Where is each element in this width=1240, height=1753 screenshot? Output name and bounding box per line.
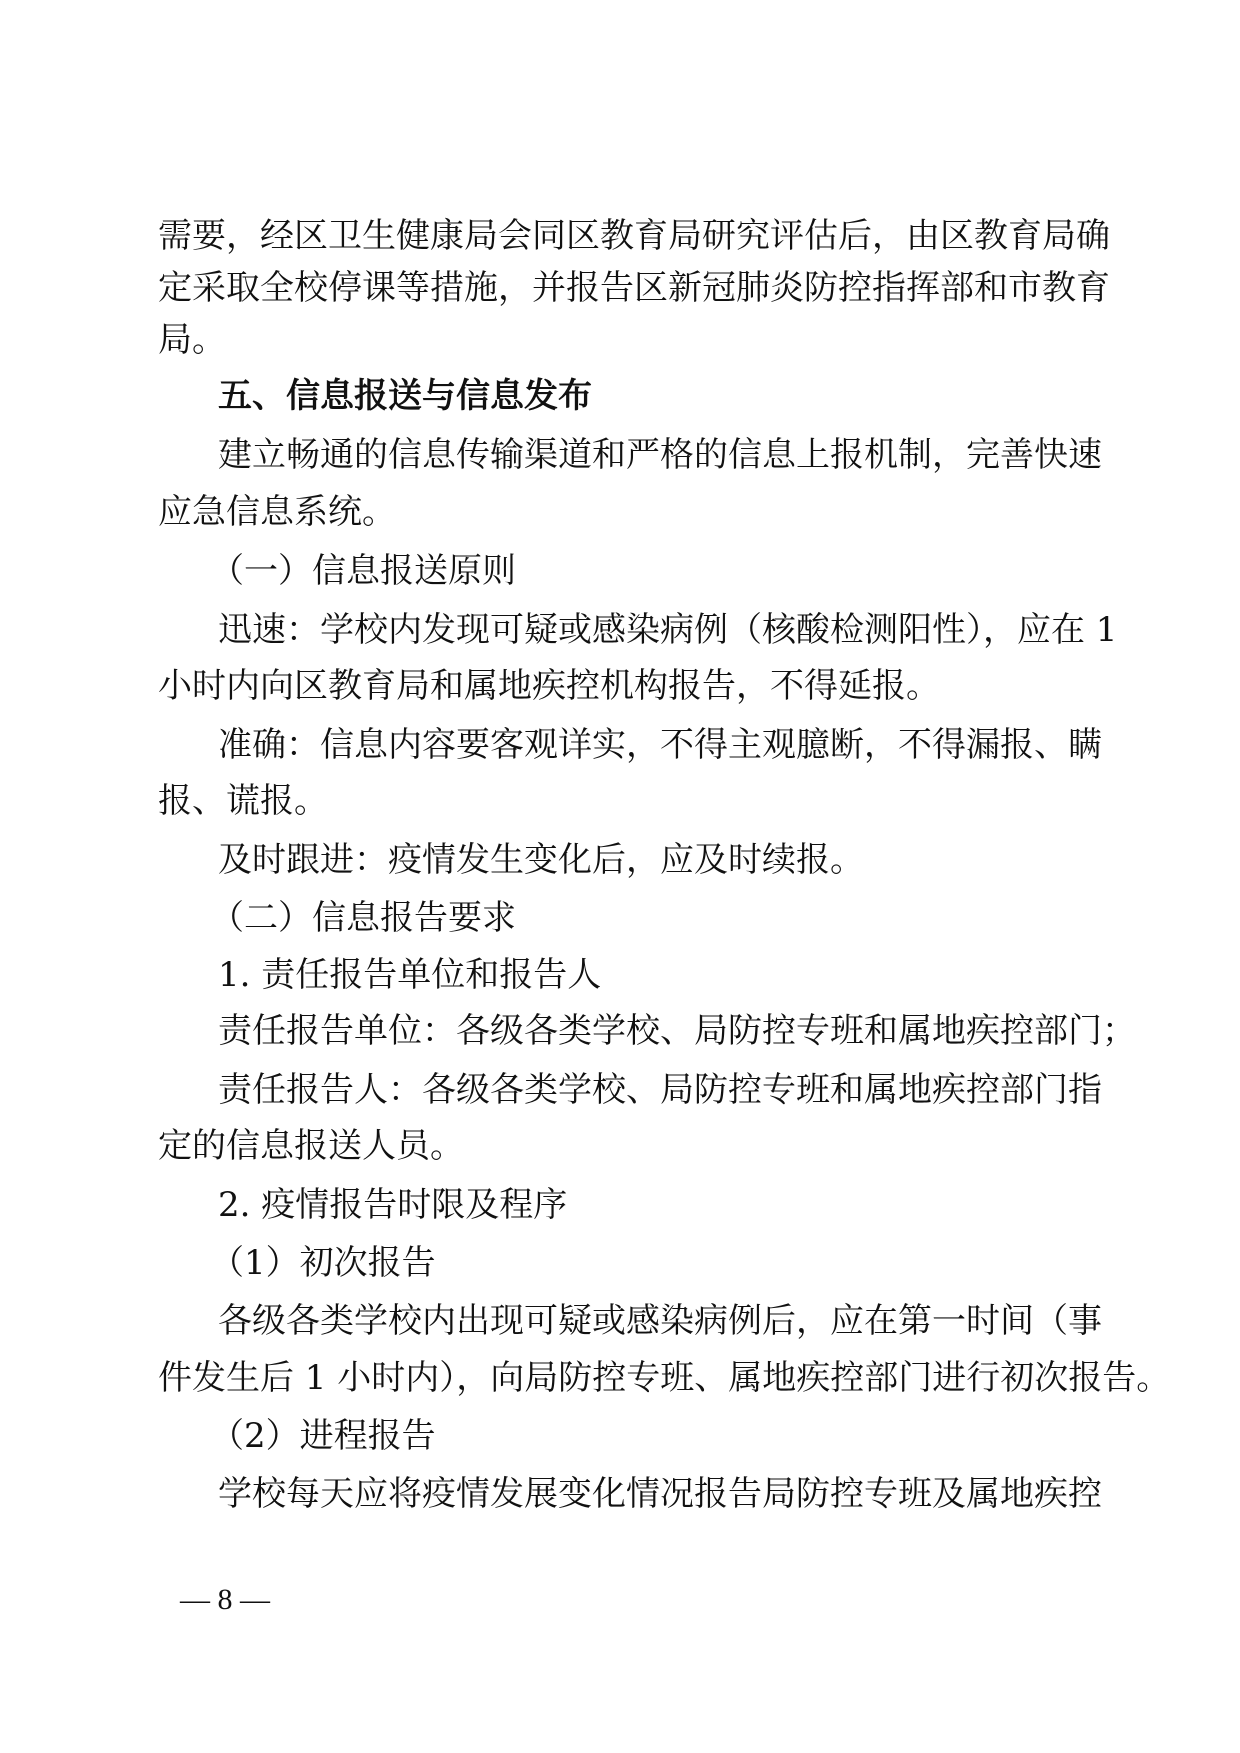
paragraph-line: 件发生后 1 小时内），向局防控专班、属地疾控部门进行初次报告。 <box>158 1358 1171 1398</box>
sub-item-1: （1）初次报告 <box>210 1243 436 1283</box>
paragraph-line: 定采取全校停课等措施，并报告区新冠肺炎防控指挥部和市教育 <box>158 268 1110 308</box>
paragraph-line: 责任报告单位：各级各类学校、局防控专班和属地疾控部门； <box>218 1011 1136 1051</box>
page-number: — 8 — <box>180 1583 270 1616</box>
subsection-heading-1: （一）信息报送原则 <box>210 551 516 591</box>
numbered-item-2: 2. 疫情报告时限及程序 <box>218 1185 568 1225</box>
paragraph-line: 及时跟进：疫情发生变化后，应及时续报。 <box>218 840 864 880</box>
paragraph-line: 需要，经区卫生健康局会同区教育局研究评估后，由区教育局确 <box>158 216 1110 256</box>
paragraph-line: 报、谎报。 <box>158 781 328 821</box>
paragraph-line: 局。 <box>158 320 226 360</box>
paragraph-line: 建立畅通的信息传输渠道和严格的信息上报机制，完善快速 <box>218 435 1102 475</box>
paragraph-line: 定的信息报送人员。 <box>158 1126 464 1166</box>
paragraph-line: 各级各类学校内出现可疑或感染病例后，应在第一时间（事 <box>218 1301 1102 1341</box>
paragraph-line: 学校每天应将疫情发展变化情况报告局防控专班及属地疾控 <box>218 1474 1102 1514</box>
paragraph-line: 小时内向区教育局和属地疾控机构报告，不得延报。 <box>158 666 940 706</box>
section-heading-5: 五、信息报送与信息发布 <box>218 376 592 416</box>
subsection-heading-2: （二）信息报告要求 <box>210 898 516 938</box>
sub-item-2: （2）进程报告 <box>210 1416 436 1456</box>
numbered-item-1: 1. 责任报告单位和报告人 <box>218 955 602 995</box>
paragraph-line: 责任报告人：各级各类学校、局防控专班和属地疾控部门指 <box>218 1070 1102 1110</box>
paragraph-line: 应急信息系统。 <box>158 492 396 532</box>
paragraph-line: 准确：信息内容要客观详实，不得主观臆断，不得漏报、瞒 <box>218 725 1102 765</box>
paragraph-line: 迅速：学校内发现可疑或感染病例（核酸检测阳性），应在 1 <box>218 610 1118 650</box>
